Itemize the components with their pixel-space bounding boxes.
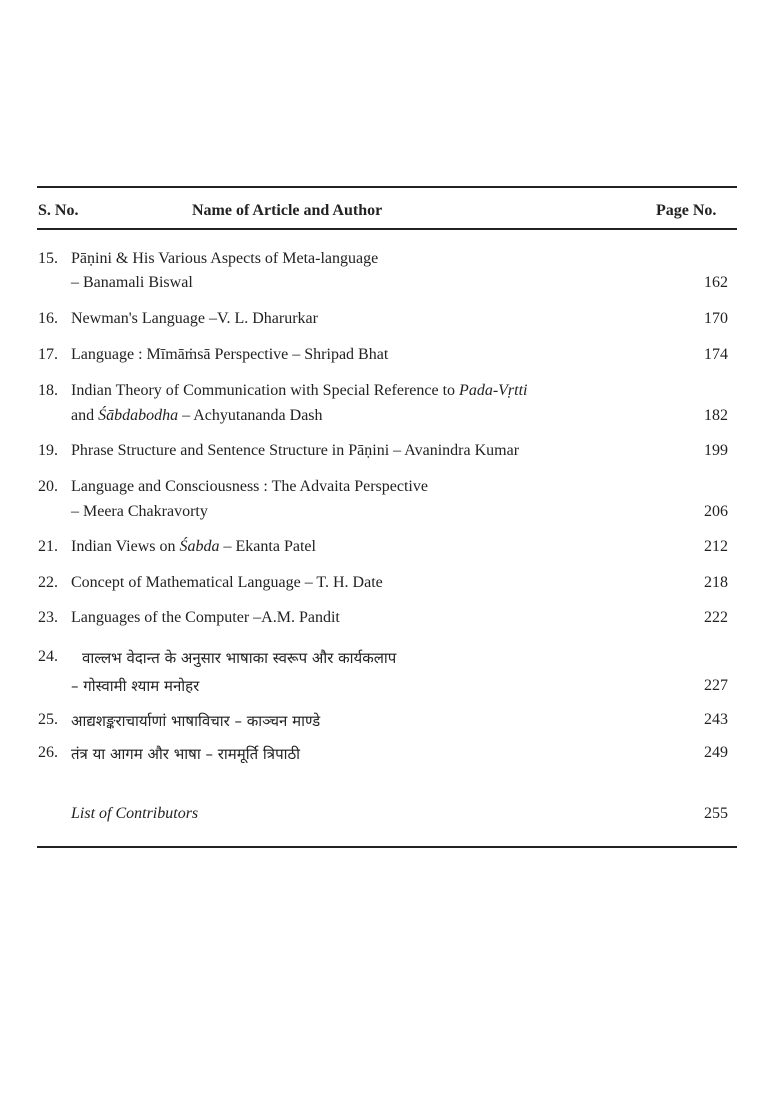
- entry-title-text: and: [71, 407, 99, 424]
- entry-page: 218: [704, 574, 728, 591]
- entry-page: 170: [704, 310, 728, 327]
- entry-page: 199: [704, 442, 728, 459]
- entry-title: Newman's Language –V. L. Dharurkar: [71, 310, 318, 327]
- entry-title-italic: Śabda: [179, 538, 220, 555]
- entry-page: 182: [704, 407, 728, 424]
- entry-page: 206: [704, 503, 728, 520]
- entry-number: 20.: [38, 478, 58, 495]
- entry-title: Language : Mīmāṁsā Perspective – Shripad Bhat: [71, 346, 389, 363]
- entry-number: 21.: [38, 538, 58, 555]
- header-page: Page No.: [656, 202, 717, 219]
- entry-page: 222: [704, 609, 728, 626]
- entry-title-italic: Pada-Vṛtti: [459, 382, 528, 399]
- entry-page: 162: [704, 274, 728, 291]
- entry-page: 249: [704, 744, 728, 761]
- entry-number: 26.: [38, 744, 58, 761]
- entry-author: – Banamali Biswal: [71, 274, 193, 291]
- entry-number: 15.: [38, 250, 58, 267]
- entry-title: [71, 382, 527, 400]
- entry-page: 255: [704, 805, 728, 822]
- entry-author-text: – Ekanta Patel: [219, 538, 316, 555]
- entry-number: 16.: [38, 310, 58, 327]
- header-sno: S. No.: [38, 202, 79, 219]
- entry-author: – गोस्वामी श्याम मनोहर: [71, 677, 200, 695]
- entry-title: [71, 538, 316, 556]
- entry-page: 212: [704, 538, 728, 555]
- header-title: Name of Article and Author: [192, 202, 383, 219]
- entry-title-text: Indian Theory of Communication with Special Reference to: [71, 382, 460, 399]
- entry-number: 25.: [38, 711, 58, 728]
- entry-author: [71, 407, 323, 425]
- entry-title: Phrase Structure and Sentence Structure in Pāṇini – Avanindra Kumar: [71, 442, 520, 459]
- bottom-rule: [37, 846, 737, 848]
- entry-number: 24.: [38, 648, 58, 665]
- entry-number: 17.: [38, 346, 58, 363]
- entry-page: 174: [704, 346, 728, 363]
- entry-title: वाल्लभ वेदान्त के अनुसार भाषाका स्वरूप और कार्यकलाप: [82, 649, 397, 667]
- entry-number: 23.: [38, 609, 58, 626]
- entry-author: – Meera Chakravorty: [71, 503, 208, 520]
- entry-author-text: – Achyutananda Dash: [178, 407, 323, 424]
- entry-number: 19.: [38, 442, 58, 459]
- entry-title-text: Indian Views on: [71, 538, 180, 555]
- entry-title: Languages of the Computer –A.M. Pandit: [71, 609, 340, 626]
- entry-title: Pāṇini & His Various Aspects of Meta-language: [71, 250, 379, 267]
- entry-page: 243: [704, 711, 728, 728]
- entry-title: Concept of Mathematical Language – T. H. Date: [71, 574, 383, 591]
- header-rule: [37, 228, 737, 230]
- entry-number: 18.: [38, 382, 58, 399]
- entry-title-italic: Śābdabodha: [98, 407, 179, 424]
- entry-title: आद्यशङ्कराचार्याणां भाषाविचार – काञ्चन माण्डे: [71, 712, 321, 730]
- entry-title: Language and Consciousness : The Advaita Perspective: [71, 478, 428, 495]
- entry-number: 22.: [38, 574, 58, 591]
- entry-page: 227: [704, 677, 728, 694]
- top-rule: [37, 186, 737, 188]
- contributors-label: List of Contributors: [71, 805, 199, 822]
- entry-title: तंत्र या आगम और भाषा – राममूर्ति त्रिपाठी: [71, 745, 301, 763]
